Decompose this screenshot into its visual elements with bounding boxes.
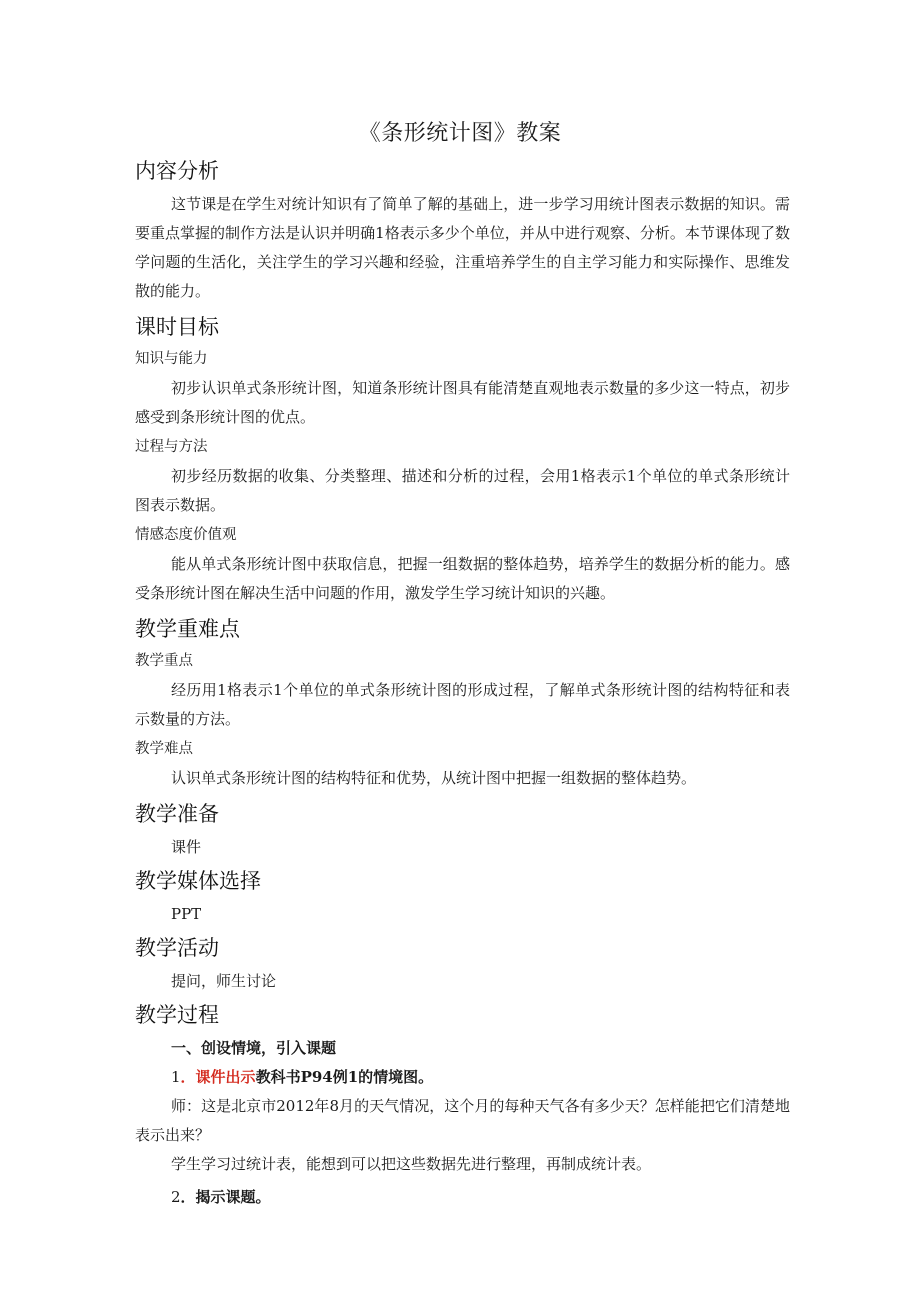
knowledge-text: 初步认识单式条形统计图，知道条形统计图具有能清楚直观地表示数量的多少这一特点，初步感受到条形统计图的优点。 [135, 379, 790, 426]
heading-key-points: 教学重难点 [135, 617, 240, 641]
subheading-attitude: 情感态度价值观 [135, 527, 237, 543]
content-analysis-text: 这节课是在学生对统计知识有了简单了解的基础上，进一步学习用统计图表示数据的知识。需要重点掌握的制作方法是认识并明确1格表示多少个单位，并从中进行观察、分析。本节课体现了数学问题的生活化，关注学生的学习兴趣和经验，注重培养学生的自主学习能力和实际操作、思维发散的能力。 [135, 195, 790, 300]
heading-objectives: 课时目标 [135, 315, 219, 339]
process-item-1-text: 教科书P94例1的情境图。 [255, 1068, 434, 1086]
subheading-process-method: 过程与方法 [135, 439, 208, 455]
subheading-difficulty: 教学难点 [135, 741, 193, 757]
attitude-text: 能从单式条形统计图中获取信息，把握一组数据的整体趋势，培养学生的数据分析的能力。感受条形统计图在解决生活中问题的作用，激发学生学习统计知识的兴趣。 [135, 555, 790, 602]
process-method-text: 初步经历数据的收集、分类整理、描述和分析的过程，会用1格表示1个单位的单式条形统计图表示数据。 [135, 467, 790, 514]
subheading-knowledge: 知识与能力 [135, 351, 208, 367]
heading-process: 教学过程 [135, 1003, 219, 1027]
heading-media: 教学媒体选择 [135, 869, 261, 893]
teacher-dialogue: 师：这是北京市2012年8月的天气情况，这个月的每种天气各有多少天？怎样能把它们清楚地表示出来？ [135, 1097, 790, 1144]
document-body [135, 152, 790, 1212]
process-item-1-number: 1 [171, 1068, 181, 1086]
key-point-text: 经历用1格表示1个单位的单式条形统计图的形成过程，了解单式条形统计图的结构特征和表示数量的方法。 [135, 681, 790, 728]
preparation-text: 课件 [171, 838, 202, 856]
process-item-2-text: ．揭示课题。 [180, 1188, 271, 1206]
student-response: 学生学习过统计表，能想到可以把这些数据先进行整理，再制成统计表。 [171, 1155, 652, 1173]
process-item-2-number: 2 [171, 1188, 181, 1206]
heading-preparation: 教学准备 [135, 802, 219, 826]
subheading-key-point: 教学重点 [135, 653, 193, 669]
process-step-1-title: 一、创设情境，引入课题 [171, 1039, 337, 1057]
difficulty-text: 认识单式条形统计图的结构特征和优势，从统计图中把握一组数据的整体趋势。 [171, 769, 697, 787]
media-text: PPT [171, 905, 202, 923]
activities-text: 提问，师生讨论 [171, 972, 277, 990]
process-item-1 [135, 1063, 790, 1092]
process-item-2 [135, 1183, 790, 1212]
process-item-1-highlight: ．课件出示 [180, 1068, 256, 1086]
heading-content-analysis: 内容分析 [135, 159, 219, 183]
heading-activities: 教学活动 [135, 936, 219, 960]
document-title: 《条形统计图》教案 [358, 121, 562, 146]
